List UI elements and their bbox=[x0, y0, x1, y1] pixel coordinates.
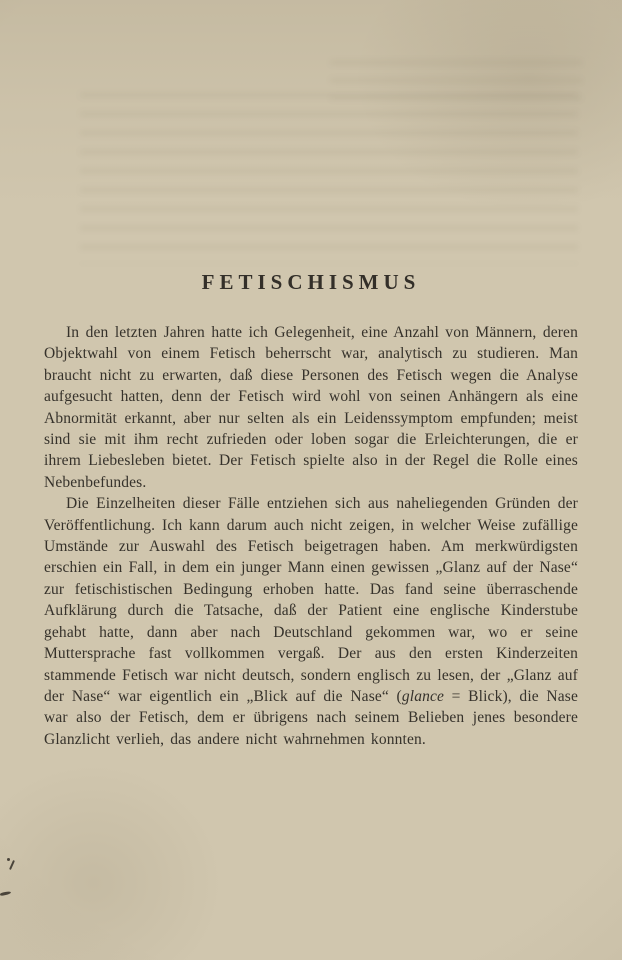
paragraph-2-text-continued: = Blick), die Nase war also der Fetisch, dem er übrigens nach seinem Belieben jenes besondere Glanzlicht verlieh, das andere nicht wahrnehmen konnten. bbox=[44, 687, 578, 748]
paragraph-1: In den letzten Jahren hatte ich Gelegenheit, eine Anzahl von Männern, deren Objektwahl von einem Fetisch beherrscht war, analytisch zu studieren. Man braucht nicht zu erwarten, daß diese Personen des Fetisch wegen die Analyse aufgesucht hatten, denn der Fetisch wird wohl von seinen Anhängern als eine Abnormität erkannt, aber nur selten als ein Leidenssymptom empfunden; meist sind sie mit ihm recht zufrieden oder loben sogar die Erleichterungen, die er ihrem Liebesleben bietet. Der Fetisch spielte also in der Regel die Rolle eines Nebenbefundes. bbox=[44, 324, 578, 491]
body-text bbox=[44, 322, 578, 750]
pen-mark-stroke bbox=[9, 860, 15, 870]
margin-pen-mark-bottom bbox=[0, 891, 11, 896]
pen-mark-dot bbox=[7, 858, 10, 861]
margin-pen-mark bbox=[7, 856, 21, 872]
paragraph-2 bbox=[44, 493, 578, 750]
chapter-title: FETISCHISMUS bbox=[201, 270, 421, 294]
paragraph-2-italic-term: glance bbox=[401, 687, 445, 705]
paragraph-2-text: Die Einzelheiten dieser Fälle entziehen sich aus naheliegenden Gründen der Veröffentlichung. Ich kann darum auch nicht zeigen, in welcher Weise zufällige Umstände zur Auswahl des Fetisch beigetragen haben. Am merkwürdigsten erschien ein Fall, in dem ein junger Mann einen gewissen „Glanz auf der Nase“ zur fetischistischen Bedingung erhoben hatte. Das fand seine überraschende Aufklärung durch die Tatsache, daß der Patient eine englische Kinderstube gehabt hatte, dann aber nach Deutschland gekommen war, wo er seine Muttersprache fast vollkommen vergaß. Der aus den ersten Kinderzeiten stammende Fetisch war nicht deutsch, sondern englisch zu lesen, der „Glanz auf der Nase“ war eigentlich ein „Blick auf die Nase“ ( bbox=[44, 495, 578, 705]
